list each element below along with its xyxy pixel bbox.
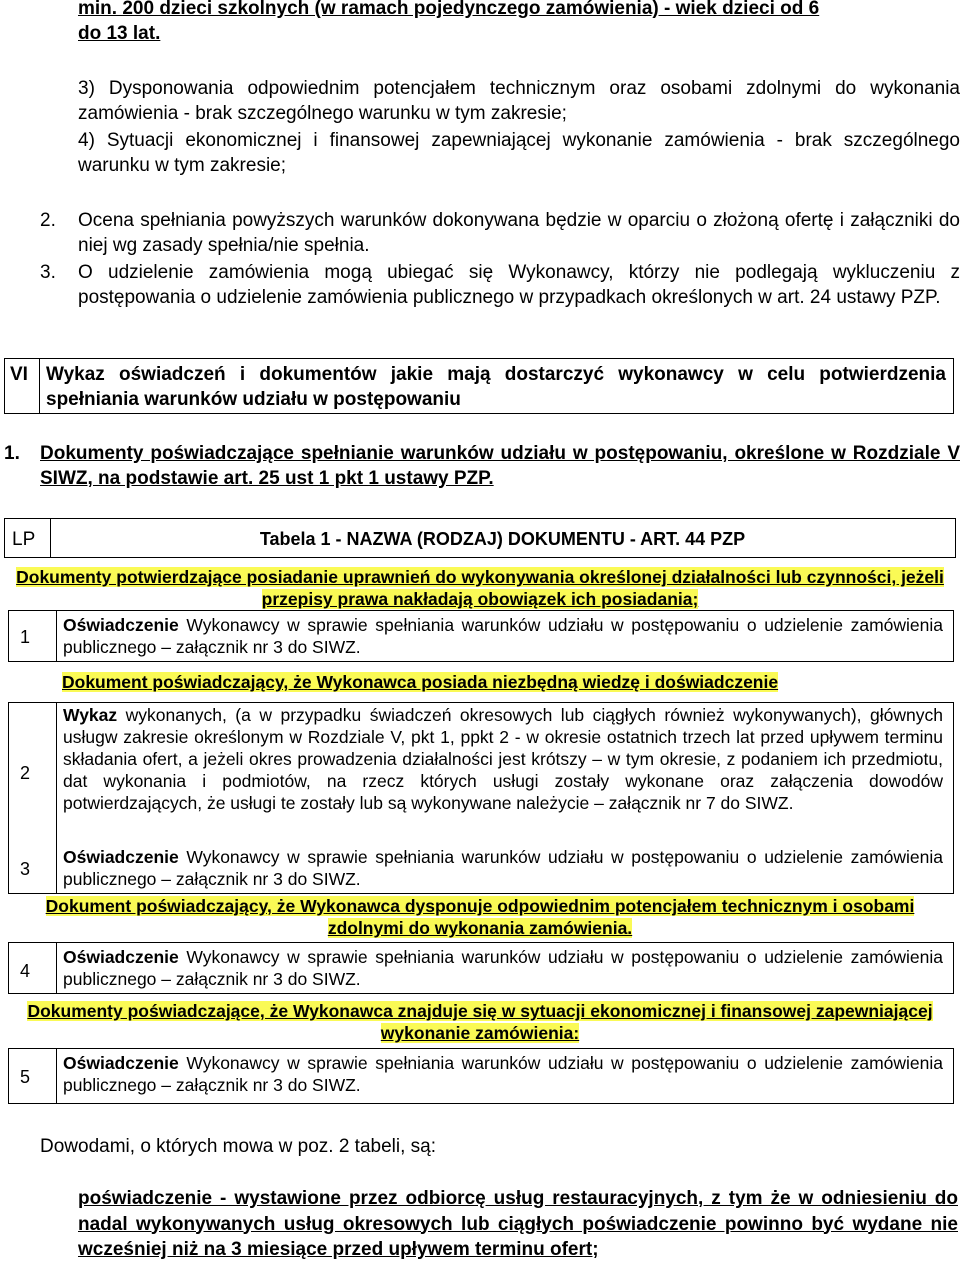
column-lp: LP [12,529,36,550]
row-4-text [63,946,943,990]
group-2-header: Dokument poświadczający, że Wykonawca posiada niezbędną wiedzę i doświadczenie [62,672,779,692]
condition-3: 3) Dysponowania odpowiednim potencjałem technicznym oraz osobami zdolnymi do wykonania zamówienia - brak szczególnego warunku w tym zakresie; [78,78,960,124]
group-1-header: Dokumenty potwierdzające posiadanie uprawnień do wykonywania określonej działalności lub czynności, jeżeli przepisy prawa nakładają obowiązek ich posiadania; [16,567,944,609]
docs-intro-text: Dokumenty poświadczające spełnianie warunków udziału w postępowaniu, określone w Rozdziale V SIWZ, na podstawie art. 25 ust 1 pkt 1 ustawy PZP. [40,443,960,489]
section-number: VI [10,364,28,385]
row-4-number: 4 [20,961,31,981]
row-1-text [63,614,943,658]
group-4-header: Dokumenty poświadczające, że Wykonawca znajduje się w sytuacji ekonomicznej i finansowej zapewniającej wykonanie zamówienia: [27,1001,933,1043]
section-header-divider [39,358,40,414]
point-3-text: O udzielenie zamówienia mogą ubiegać się Wykonawcy, którzy nie podlegają wykluczeniu z postępowania o udzielenie zamówienia publicznego w przypadkach określonych w art. 24 ustawy PZP. [78,262,960,308]
row-2-rest: wykonanych, (a w przypadku świadczeń okresowych lub ciągłych również wykonywanych), głównych usługw zakresie określonym w Rozdziale V, pkt 1, ppkt 2 - w okresie ostatnich trzech lat przed upływem terminu składania ofert, a jeżeli okres prowadzenia działalności jest krótszy – w tym okresie, z podaniem ich przedmiotu, dat wykonania i podmiotów, na rzecz których usługi zostały wykonane oraz załączenia dowodów potwierdzających, że usługi te zostały lub są wykonywane należycie – załącznik nr 7 do SIWZ. [63,705,943,813]
row-5-number: 5 [20,1067,31,1087]
row-3-number: 3 [20,859,31,879]
row-4-bold: Oświadczenie [63,947,179,967]
row-2-bold: Wykaz [63,705,118,725]
continuation-line-2: do 13 lat. [78,23,161,44]
row-3-bold: Oświadczenie [63,847,179,867]
table-title: Tabela 1 - NAZWA (RODZAJ) DOKUMENTU - ART. 44 PZP [259,529,746,549]
row-5-bold: Oświadczenie [63,1053,179,1073]
row-5-rest: Wykonawcy w sprawie spełniania warunków udziału w postępowaniu o udzielenie zamówienia publicznego – załącznik nr 3 do SIWZ. [63,1053,943,1095]
row-2-3-divider [56,702,57,894]
evidence-intro: Dowodami, o których mowa w poz. 2 tabeli, są: [40,1136,437,1157]
point-2-number: 2. [40,210,56,231]
row-1-number: 1 [20,627,31,647]
row-5-divider [56,1048,57,1104]
row-5-text [63,1052,943,1096]
point-2-text: Ocena spełniania powyższych warunków dokonywana będzie w oparciu o złożoną ofertę i załączniki do niej wg zasady spełnia/nie spełnia. [78,210,960,256]
row-2-text [63,704,943,814]
row-4-divider [56,942,57,994]
row-3-rest: Wykonawcy w sprawie spełniania warunków udziału w postępowaniu o udzielenie zamówienia publicznego – załącznik nr 3 do SIWZ. [63,847,943,889]
row-1-rest: Wykonawcy w sprawie spełniania warunków udziału w postępowaniu o udzielenie zamówienia publicznego – załącznik nr 3 do SIWZ. [63,615,943,657]
section-title: Wykaz oświadczeń i dokumentów jakie mają dostarczyć wykonawcy w celu potwierdzenia spełniania warunków udziału w postępowaniu [46,364,946,410]
point-3-number: 3. [40,262,56,283]
condition-4: 4) Sytuacji ekonomicznej i finansowej zapewniającej wykonanie zamówienia - brak szczególnego warunku w tym zakresie; [78,130,960,176]
group-3-header: Dokument poświadczający, że Wykonawca dysponuje odpowiednim potencjałem technicznym i osobami zdolnymi do wykonania zamówienia. [45,896,915,938]
evidence-statement: poświadczenie - wystawione przez odbiorcę usług restauracyjnych, z tym że w odniesieniu do nadal wykonywanych usług okresowych lub ciągłych poświadczenie powinno być wydane nie wcześniej niż na 3 miesiące przed upływem terminu ofert; [78,1188,958,1260]
row-1-divider [56,610,57,662]
docs-intro-number: 1. [4,443,20,464]
continuation-line-1: min. 200 dzieci szkolnych (w ramach pojedynczego zamówienia) - wiek dzieci od 6 [78,0,820,19]
row-4-rest: Wykonawcy w sprawie spełniania warunków udziału w postępowaniu o udzielenie zamówienia publicznego – załącznik nr 3 do SIWZ. [63,947,943,989]
row-3-text [63,846,943,890]
row-1-bold: Oświadczenie [63,615,179,635]
row-2-number: 2 [20,763,31,783]
